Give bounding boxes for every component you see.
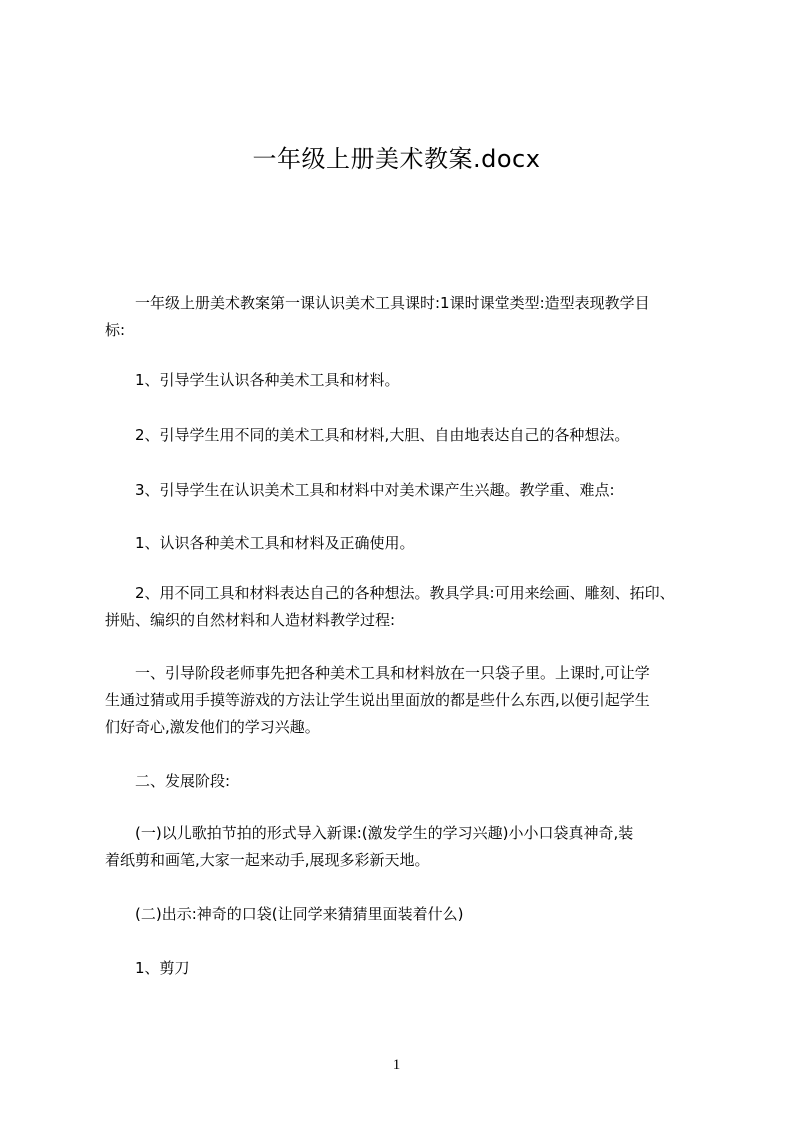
text-line: 1、认识各种美术工具和材料及正确使用。 — [105, 534, 415, 552]
text-line: 1、剪刀 — [105, 959, 190, 977]
text-line: 2、引导学生用不同的美术工具和材料,大胆、自由地表达自己的各种想法。 — [105, 426, 630, 444]
text-line: 3、引导学生在认识美术工具和材料中对美术课产生兴趣。教学重、难点: — [105, 481, 615, 499]
paragraph-song — [105, 820, 705, 874]
paragraph-goal-1 — [105, 367, 705, 394]
paragraph-intro — [105, 290, 705, 344]
paragraph-scissors — [105, 955, 705, 982]
page-number: 1 — [392, 1057, 401, 1073]
text-line: 拼贴、编织的自然材料和人造材料教学过程: — [105, 611, 396, 629]
document-title: 一年级上册美术教案.docx — [252, 145, 541, 173]
text-line: 一、引导阶段老师事先把各种美术工具和材料放在一只袋子里。上课时,可让学 — [105, 664, 650, 682]
text-line: (二)出示:神奇的口袋(让同学来猜猜里面装着什么) — [105, 905, 464, 923]
text-line: 们好奇心,激发他们的学习兴趣。 — [105, 718, 320, 736]
text-line: 标: — [105, 321, 126, 339]
paragraph-key-2 — [105, 580, 705, 634]
paragraph-stage-1 — [105, 660, 705, 741]
text-line: 1、引导学生认识各种美术工具和材料。 — [105, 371, 400, 389]
text-line: 二、发展阶段: — [105, 772, 231, 790]
text-line: 一年级上册美术教案第一课认识美术工具课时:1课时课堂类型:造型表现教学目 — [105, 294, 650, 312]
text-line: 生通过猜或用手摸等游戏的方法让学生说出里面放的都是些什么东西,以便引起学生 — [105, 691, 650, 709]
text-line: (一)以儿歌拍节拍的形式导入新课:(激发学生的学习兴趣)小小口袋真神奇,装 — [105, 824, 634, 842]
paragraph-stage-2 — [105, 768, 705, 795]
paragraph-goal-3 — [105, 477, 705, 504]
paragraph-goal-2 — [105, 422, 705, 449]
paragraph-key-1 — [105, 530, 705, 557]
text-line: 着纸剪和画笔,大家一起来动手,展现多彩新天地。 — [105, 851, 430, 869]
paragraph-show — [105, 901, 705, 928]
text-line: 2、用不同工具和材料表达自己的各种想法。教具学具:可用来绘画、雕刻、拓印、 — [105, 584, 675, 602]
